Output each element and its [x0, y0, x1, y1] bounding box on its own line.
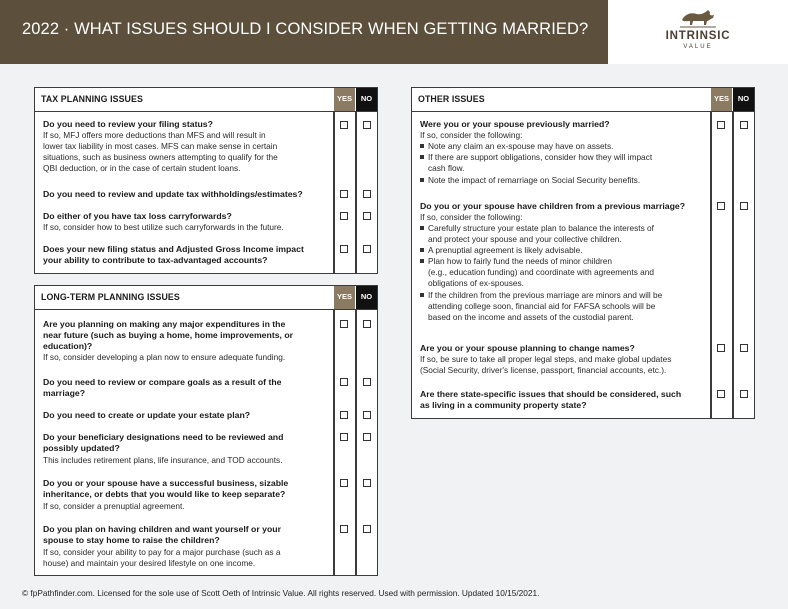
no-column-header: NO: [733, 88, 754, 111]
question: Are you planning on making any major expenditures in the: [43, 319, 286, 329]
description: If so, consider a prenuptial agreement.: [43, 501, 185, 511]
question: Do either of you have tax loss carryforwards?: [43, 211, 232, 221]
question: Do you plan on having children and want yourself or your: [43, 524, 281, 534]
bullet-item: [420, 141, 613, 152]
column-divider: [333, 112, 335, 273]
yes-checkbox[interactable]: [340, 411, 348, 419]
question: marriage?: [43, 388, 86, 398]
bullet-text: Carefully structure your estate plan to balance the interests of: [428, 223, 654, 233]
panel-title: TAX PLANNING ISSUES: [41, 94, 143, 104]
question: as living in a community property state?: [420, 400, 587, 410]
description: If so, consider the following:: [420, 130, 523, 140]
bull-logo-icon: [679, 6, 717, 28]
yes-checkbox[interactable]: [717, 202, 725, 210]
panel-header: [35, 88, 377, 112]
column-divider: [355, 310, 357, 575]
question: Do you or your spouse have children from a previous marriage?: [420, 201, 686, 211]
bullet-item: [420, 223, 654, 234]
page-header: [0, 0, 788, 64]
no-checkbox[interactable]: [363, 212, 371, 220]
logo-tagline: VALUE: [683, 44, 713, 50]
bullet-icon: [420, 293, 424, 297]
no-column-header: NO: [356, 286, 377, 309]
question: Do you or your spouse have a successful business, sizable: [43, 478, 289, 488]
question: Do you need to review or compare goals as a result of the: [43, 377, 282, 387]
logo: [608, 0, 788, 64]
bullet-item: [420, 256, 612, 267]
page-title: 2022 · WHAT ISSUES SHOULD I CONSIDER WHEN GETTING MARRIED?: [22, 20, 589, 38]
yes-checkbox[interactable]: [340, 212, 348, 220]
no-checkbox[interactable]: [363, 190, 371, 198]
bullet-text: cash flow.: [428, 163, 465, 173]
tax-planning-panel: [34, 87, 378, 274]
bullet-text: A prenuptial agreement is likely advisable.: [428, 245, 583, 255]
bullet-continuation: [420, 267, 654, 278]
bullet-icon: [420, 226, 424, 230]
no-checkbox[interactable]: [740, 202, 748, 210]
bullet-text: If there are support obligations, consider how they will impact: [428, 152, 653, 162]
bullet-text: (e.g., education funding) and coordinate with agreements and: [428, 267, 655, 277]
question: near future (such as buying a home, home improvements, or: [43, 330, 294, 340]
panel-header: [412, 88, 754, 112]
question: spouse to stay home to raise the children?: [43, 535, 220, 545]
description: If so, be sure to take all proper legal steps, and make global updates: [420, 354, 672, 364]
question: Do your beneficiary designations need to be reviewed and: [43, 432, 284, 442]
description: lower tax liability in most cases. MFS can make sense in certain: [43, 141, 278, 151]
bullet-icon: [420, 178, 424, 182]
bullet-item: [420, 152, 652, 163]
title-bar: [0, 0, 608, 64]
panel-header: [35, 286, 377, 310]
no-checkbox[interactable]: [363, 479, 371, 487]
description: This includes retirement plans, life insurance, and TOD accounts.: [43, 455, 283, 465]
bullet-continuation: [420, 312, 634, 323]
question: Are there state-specific issues that should be considered, such: [420, 389, 682, 399]
no-checkbox[interactable]: [363, 378, 371, 386]
yes-checkbox[interactable]: [340, 525, 348, 533]
no-checkbox[interactable]: [740, 121, 748, 129]
yes-checkbox[interactable]: [340, 245, 348, 253]
description: (Social Security, driver's license, passport, financial accounts, etc.).: [420, 365, 667, 375]
question: Do you need to create or update your estate plan?: [43, 410, 251, 420]
bullet-text: Note any claim an ex-spouse may have on assets.: [428, 141, 614, 151]
column-divider: [710, 112, 712, 418]
yes-column-header: YES: [334, 286, 355, 309]
description: If so, consider developing a plan now to ensure adequate funding.: [43, 352, 286, 362]
bullet-text: and protect your spouse and your collective children.: [428, 234, 622, 244]
yes-checkbox[interactable]: [340, 479, 348, 487]
yes-checkbox[interactable]: [340, 378, 348, 386]
bullet-icon: [420, 259, 424, 263]
copyright-footer: © fpPathfinder.com. Licensed for the sole use of Scott Oeth of Intrinsic Value. All rights reserved. Used with permission. Updated 10/15/2021.: [22, 588, 540, 598]
bullet-text: obligations of ex-spouses.: [428, 278, 524, 288]
no-checkbox[interactable]: [363, 411, 371, 419]
no-checkbox[interactable]: [363, 320, 371, 328]
yes-checkbox[interactable]: [717, 344, 725, 352]
description: If so, MFJ offers more deductions than MFS and will result in: [43, 130, 266, 140]
no-checkbox[interactable]: [363, 525, 371, 533]
yes-checkbox[interactable]: [340, 320, 348, 328]
no-checkbox[interactable]: [740, 344, 748, 352]
question: possibly updated?: [43, 443, 120, 453]
description: house) and maintain your desired lifestyle on one income.: [43, 558, 256, 568]
bullet-continuation: [420, 163, 464, 174]
yes-checkbox[interactable]: [717, 121, 725, 129]
panel-title: OTHER ISSUES: [418, 94, 485, 104]
column-divider: [333, 310, 335, 575]
column-divider: [732, 112, 734, 418]
bullet-item: [420, 290, 662, 301]
question: Do you need to review and update tax withholdings/estimates?: [43, 189, 303, 199]
no-checkbox[interactable]: [363, 433, 371, 441]
bullet-icon: [420, 155, 424, 159]
question: your ability to contribute to tax-advantaged accounts?: [43, 255, 268, 265]
no-column-header: NO: [356, 88, 377, 111]
question: inheritance, or debts that you would like to keep separate?: [43, 489, 286, 499]
bullet-text: attending college soon, financial aid for FAFSA schools will be: [428, 301, 656, 311]
no-checkbox[interactable]: [363, 245, 371, 253]
no-checkbox[interactable]: [740, 390, 748, 398]
question: Do you need to review your filing status?: [43, 119, 213, 129]
question: Were you or your spouse previously married?: [420, 119, 610, 129]
column-divider: [355, 112, 357, 273]
description: If so, consider how to best utilize such carryforwards in the future.: [43, 222, 284, 232]
description: situations, such as business owners attempting to qualify for the: [43, 152, 278, 162]
question: education)?: [43, 341, 93, 351]
description: If so, consider your ability to pay for a major purchase (such as a: [43, 547, 281, 557]
logo-name: INTRINSIC: [665, 30, 731, 42]
yes-checkbox[interactable]: [340, 190, 348, 198]
question: Are you or your spouse planning to change names?: [420, 343, 635, 353]
bullet-icon: [420, 248, 424, 252]
bullet-item: [420, 175, 640, 186]
bullet-item: [420, 245, 583, 256]
yes-column-header: YES: [711, 88, 732, 111]
no-checkbox[interactable]: [363, 121, 371, 129]
bullet-continuation: [420, 301, 655, 312]
bullet-text: Note the impact of remarriage on Social Security benefits.: [428, 175, 641, 185]
bullet-icon: [420, 144, 424, 148]
bullet-continuation: [420, 234, 622, 245]
panel-title: LONG-TERM PLANNING ISSUES: [41, 292, 180, 302]
bullet-text: based on the income and assets of the custodial parent.: [428, 312, 634, 322]
yes-checkbox[interactable]: [340, 121, 348, 129]
bullet-text: Plan how to fairly fund the needs of minor children: [428, 256, 613, 266]
bullet-text: If the children from the previous marriage are minors and will be: [428, 290, 663, 300]
yes-checkbox[interactable]: [717, 390, 725, 398]
bullet-continuation: [420, 278, 524, 289]
description: QBI deduction, or in the case of certain student loans.: [43, 163, 241, 173]
yes-checkbox[interactable]: [340, 433, 348, 441]
yes-column-header: YES: [334, 88, 355, 111]
long-term-planning-panel: [34, 285, 378, 576]
description: If so, consider the following:: [420, 212, 523, 222]
other-issues-panel: [411, 87, 755, 419]
question: Does your new filing status and Adjusted Gross Income impact: [43, 244, 304, 254]
